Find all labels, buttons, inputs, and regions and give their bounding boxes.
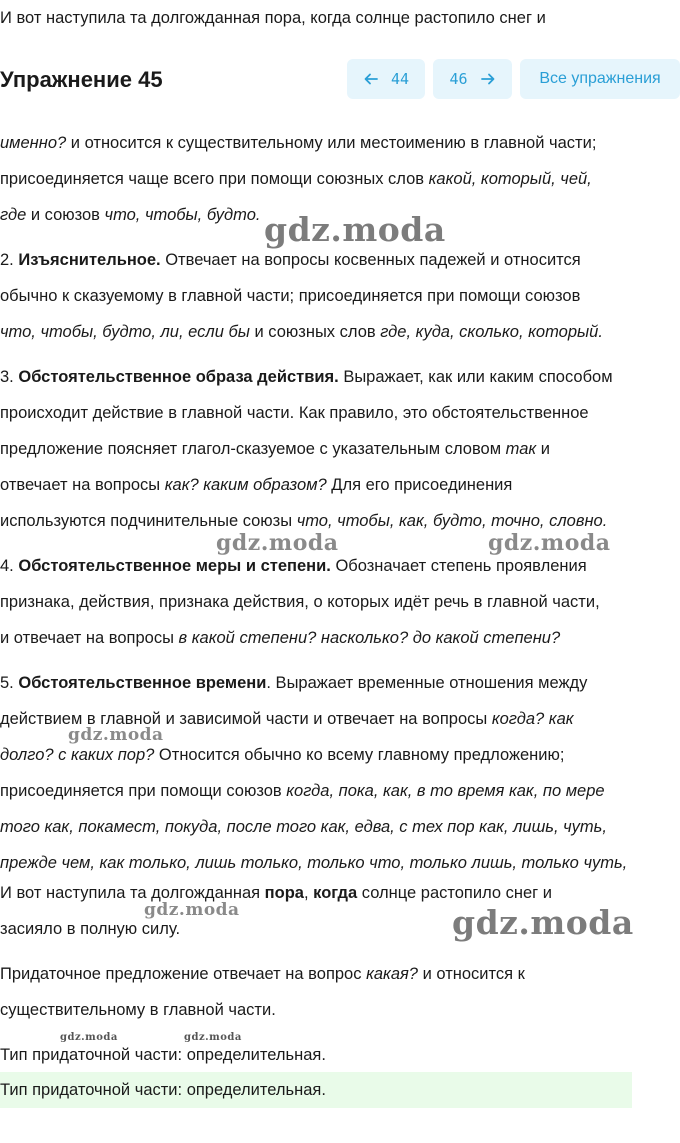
item-term: Обстоятельственное образа действия. — [18, 368, 339, 386]
text: обычно к сказуемому в главной части; присоединяется при помощи союзов — [0, 287, 581, 305]
theory-line — [0, 475, 512, 495]
theory-item-5 — [0, 673, 587, 693]
bold-word: пора — [264, 884, 304, 902]
italic-text: где — [0, 206, 27, 224]
watermark: gdz.moda — [60, 1032, 118, 1043]
text: Обозначает степень проявления — [330, 557, 587, 575]
italic-text: как? каким образом? — [164, 476, 327, 494]
text: существительному в главной части. — [0, 1001, 276, 1019]
theory-item-2 — [0, 250, 581, 270]
italic-text: именно? — [0, 134, 67, 152]
prev-exercise-label: 44 — [390, 70, 410, 88]
prev-exercise-button[interactable] — [347, 59, 425, 99]
theory-line — [0, 205, 260, 225]
watermark: gdz.moda — [68, 725, 164, 745]
text: и союзных слов — [249, 323, 381, 341]
item-number: 3. — [0, 368, 19, 386]
italic-text: долго? с каких пор? — [0, 746, 155, 764]
italic-text: что, чтобы, будто, ли, если бы — [0, 323, 250, 341]
text: Выражает, как или каким способом — [338, 368, 613, 386]
watermark: gdz.moda — [144, 900, 240, 920]
theory-line — [0, 133, 596, 153]
text: И вот наступила та долгожданная — [0, 884, 265, 902]
text: . Выражает временные отношения между — [266, 674, 588, 692]
text: , — [303, 884, 314, 902]
italic-text: так — [505, 440, 537, 458]
exercise-header — [0, 54, 680, 104]
text: и — [536, 440, 550, 458]
solution-sentence — [0, 883, 552, 903]
italic-text: прежде чем, как только, лишь только, только что, только лишь, только чуть, — [0, 854, 628, 872]
text: предложение поясняет глагол-сказуемое с указательным словом — [0, 440, 506, 458]
text: засияло в полную силу. — [0, 920, 181, 938]
theory-line — [0, 628, 560, 648]
cut-off-line: И вот наступила та долгожданная пора, когда солнце растопило снег и — [0, 9, 546, 27]
item-number: 5. — [0, 674, 19, 692]
answer-text: Тип придаточной части: определительная. — [0, 1081, 326, 1099]
solution-sentence — [0, 919, 180, 939]
explanation — [0, 1000, 276, 1020]
watermark: gdz.moda — [452, 903, 634, 942]
text: и союзов — [26, 206, 105, 224]
text: действием в главной и зависимой части и отвечает на вопросы — [0, 710, 492, 728]
item-term: Изъяснительное. — [18, 251, 161, 269]
text: и относится к существительному или местоимению в главной части; — [66, 134, 597, 152]
theory-line — [0, 745, 564, 765]
text: происходит действие в главной части. Как правило, это обстоятельственное — [0, 404, 589, 422]
text: Для его присоединения — [326, 476, 513, 494]
italic-text: когда? как — [491, 710, 574, 728]
text: Относится обычно ко всему главному предложению; — [154, 746, 565, 764]
watermark: gdz.moda — [264, 210, 446, 249]
all-exercises-button[interactable] — [520, 59, 680, 99]
theory-line — [0, 817, 607, 837]
italic-text: когда, пока, как, в то время как, по мере — [286, 782, 605, 800]
italic-text: того как, покамест, покуда, после того как, едва, с тех пор как, лишь, чуть, — [0, 818, 607, 836]
type-line: Тип придаточной части: определительная. — [0, 1046, 326, 1064]
item-number: 4. — [0, 557, 19, 575]
arrow-left-icon — [363, 71, 379, 87]
watermark: gdz.moda — [488, 530, 611, 556]
theory-line — [0, 853, 627, 873]
text: Придаточное предложение отвечает на вопрос — [0, 965, 367, 983]
theory-line — [0, 439, 550, 459]
text: присоединяется чаще всего при помощи союзных слов — [0, 170, 429, 188]
text: солнце растопило снег и — [357, 884, 553, 902]
explanation — [0, 964, 525, 984]
answer-box — [0, 1072, 632, 1108]
theory-line — [0, 169, 592, 189]
text: и относится к — [418, 965, 525, 983]
text: и отвечает на вопросы — [0, 629, 179, 647]
next-exercise-button[interactable] — [433, 59, 512, 99]
italic-text: где, куда, сколько, который. — [380, 323, 603, 341]
theory-line — [0, 511, 607, 531]
arrow-right-icon — [480, 71, 496, 87]
theory-line — [0, 403, 589, 423]
theory-line — [0, 592, 600, 612]
watermark: gdz.moda — [216, 530, 339, 556]
theory-line — [0, 286, 580, 306]
bold-word: когда — [313, 884, 358, 902]
watermark: gdz.moda — [184, 1032, 242, 1043]
italic-text: какой, который, чей, — [428, 170, 592, 188]
page-title: Упражнение 45 — [0, 67, 163, 92]
theory-line — [0, 781, 605, 801]
item-term: Обстоятельственное меры и степени. — [18, 557, 331, 575]
text: Отвечает на вопросы косвенных падежей и относится — [160, 251, 581, 269]
text: признака, действия, признака действия, о которых идёт речь в главной части, — [0, 593, 600, 611]
next-exercise-label: 46 — [449, 70, 468, 88]
italic-text: что, чтобы, как, будто, точно, словно. — [296, 512, 608, 530]
italic-text: какая? — [366, 965, 418, 983]
theory-item-4 — [0, 556, 587, 576]
all-exercises-label: Все упражнения — [539, 70, 661, 87]
text: используются подчинительные союзы — [0, 512, 297, 530]
theory-item-3 — [0, 367, 613, 387]
item-term: Обстоятельственное времени — [18, 674, 267, 692]
text: присоединяется при помощи союзов — [0, 782, 287, 800]
text: отвечает на вопросы — [0, 476, 165, 494]
italic-text: что, чтобы, будто. — [104, 206, 261, 224]
italic-text: в какой степени? насколько? до какой степени? — [178, 629, 561, 647]
item-number: 2. — [0, 251, 19, 269]
theory-line — [0, 322, 603, 342]
